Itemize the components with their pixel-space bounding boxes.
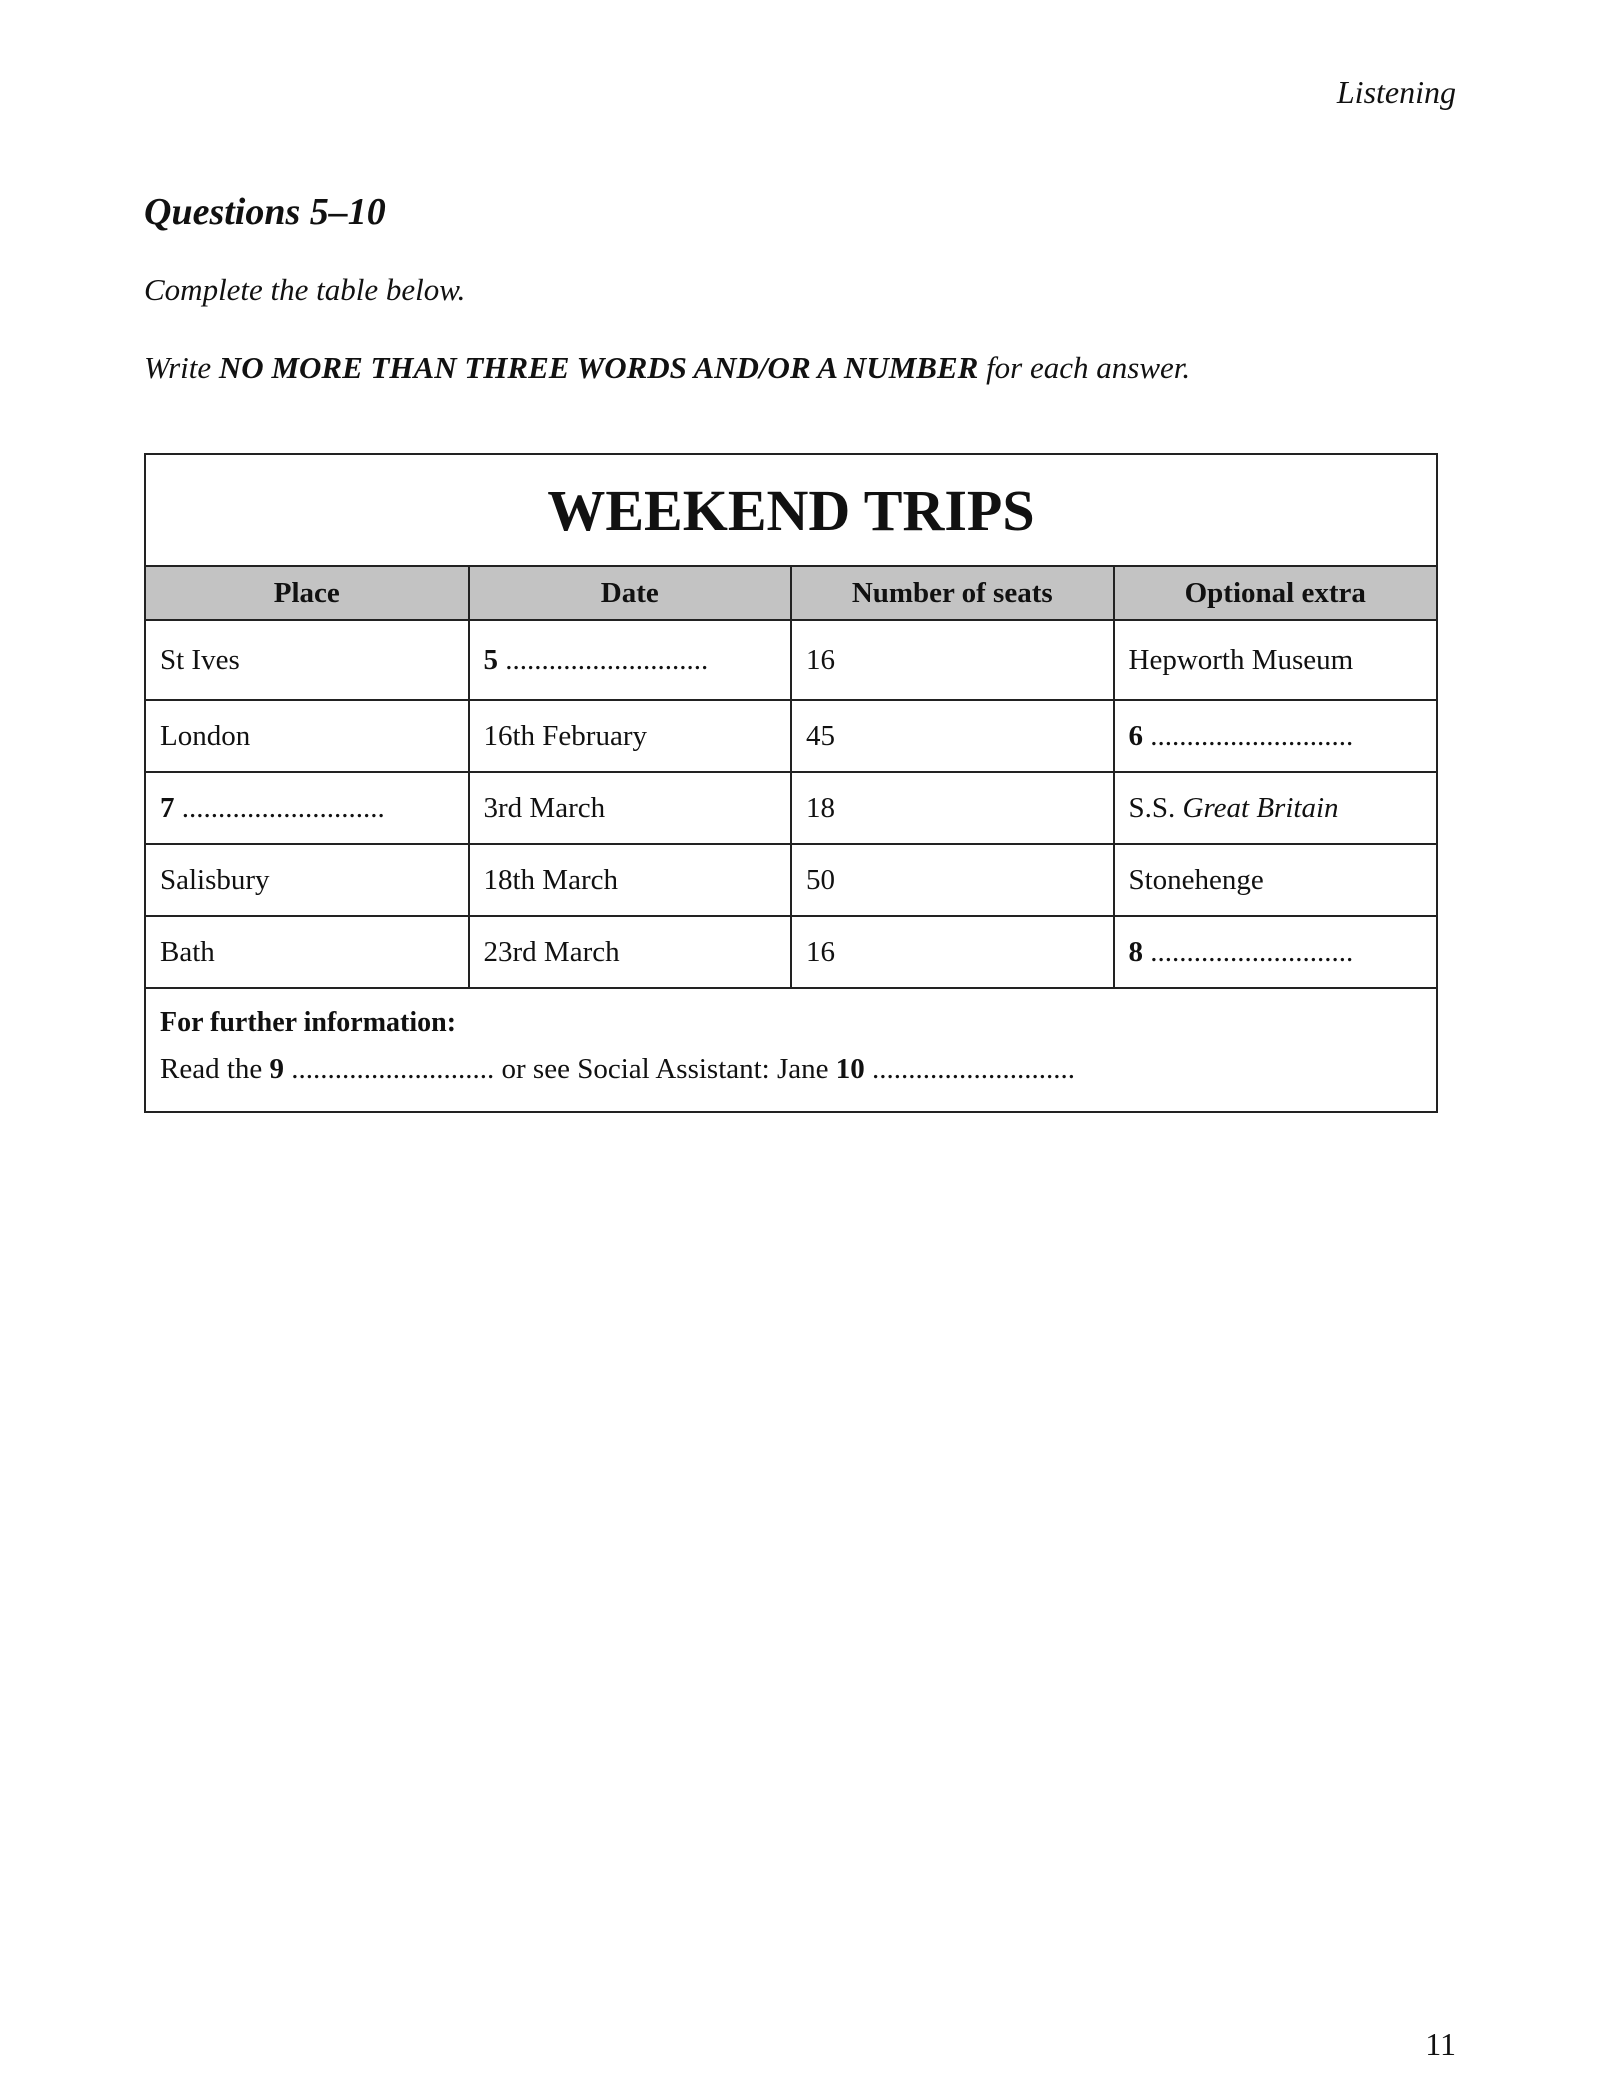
cell-seats: 16 [791, 916, 1114, 988]
cell-extra-answer-6[interactable] [1114, 700, 1437, 772]
extra-italic-name: Great Britain [1182, 791, 1339, 824]
cell-place-answer-7[interactable] [146, 772, 469, 844]
cell-extra-answer-8[interactable] [1114, 916, 1437, 988]
page-number: 11 [1425, 2026, 1456, 2062]
further-pre: Read the [160, 1053, 270, 1085]
cell-extra: Stonehenge [1114, 844, 1437, 916]
running-head: Listening [1336, 74, 1456, 110]
cell-date: 16th February [469, 700, 792, 772]
header-place: Place [146, 567, 469, 620]
question-number-10: 10 [835, 1053, 865, 1085]
instruction-word-limit [144, 350, 1190, 386]
question-number-6: 6 [1128, 719, 1143, 752]
further-information-label: For further information: [160, 1007, 457, 1038]
header-seats: Number of seats [791, 567, 1114, 620]
cell-place: Salisbury [146, 844, 469, 916]
table-row [146, 772, 1436, 844]
answer-blank-5: ............................ [498, 643, 709, 676]
further-information-line [160, 1053, 1422, 1086]
further-mid: or see Social Assistant: Jane [494, 1053, 836, 1085]
questions-heading: Questions 5–10 [144, 191, 386, 233]
cell-date-answer-5[interactable] [469, 620, 792, 700]
cell-place: Bath [146, 916, 469, 988]
answer-blank-6: ............................ [1143, 719, 1354, 752]
answer-blank-7: ............................ [174, 791, 385, 824]
cell-extra: Hepworth Museum [1114, 620, 1437, 700]
table-row [146, 620, 1436, 700]
trips-grid [146, 567, 1436, 989]
instruction-pre: Write [144, 350, 219, 385]
further-information [146, 989, 1436, 1086]
question-number-8: 8 [1128, 935, 1143, 968]
extra-prefix: S.S. [1128, 791, 1183, 824]
table-title: WEEKEND TRIPS [146, 455, 1436, 567]
header-date: Date [469, 567, 792, 620]
header-row [146, 567, 1436, 620]
cell-seats: 18 [791, 772, 1114, 844]
header-extra: Optional extra [1114, 567, 1437, 620]
answer-blank-9[interactable]: ............................ [284, 1053, 495, 1085]
question-number-9: 9 [269, 1053, 285, 1085]
instruction-post: for each answer. [978, 350, 1191, 385]
table-row [146, 916, 1436, 988]
weekend-trips-table [144, 453, 1438, 1113]
table-row [146, 700, 1436, 772]
table-row [146, 844, 1436, 916]
cell-seats: 16 [791, 620, 1114, 700]
instruction-bold: NO MORE THAN THREE WORDS AND/OR A NUMBER [218, 350, 979, 385]
question-number-5: 5 [483, 643, 498, 676]
answer-blank-8: ............................ [1143, 935, 1354, 968]
answer-blank-10[interactable]: ............................ [864, 1053, 1076, 1085]
cell-seats: 50 [791, 844, 1114, 916]
cell-place: St Ives [146, 620, 469, 700]
cell-date: 18th March [469, 844, 792, 916]
cell-place: London [146, 700, 469, 772]
cell-seats: 45 [791, 700, 1114, 772]
cell-date: 3rd March [469, 772, 792, 844]
instruction-complete-table: Complete the table below. [144, 272, 466, 307]
question-number-7: 7 [160, 791, 175, 824]
cell-date: 23rd March [469, 916, 792, 988]
cell-extra [1114, 772, 1437, 844]
